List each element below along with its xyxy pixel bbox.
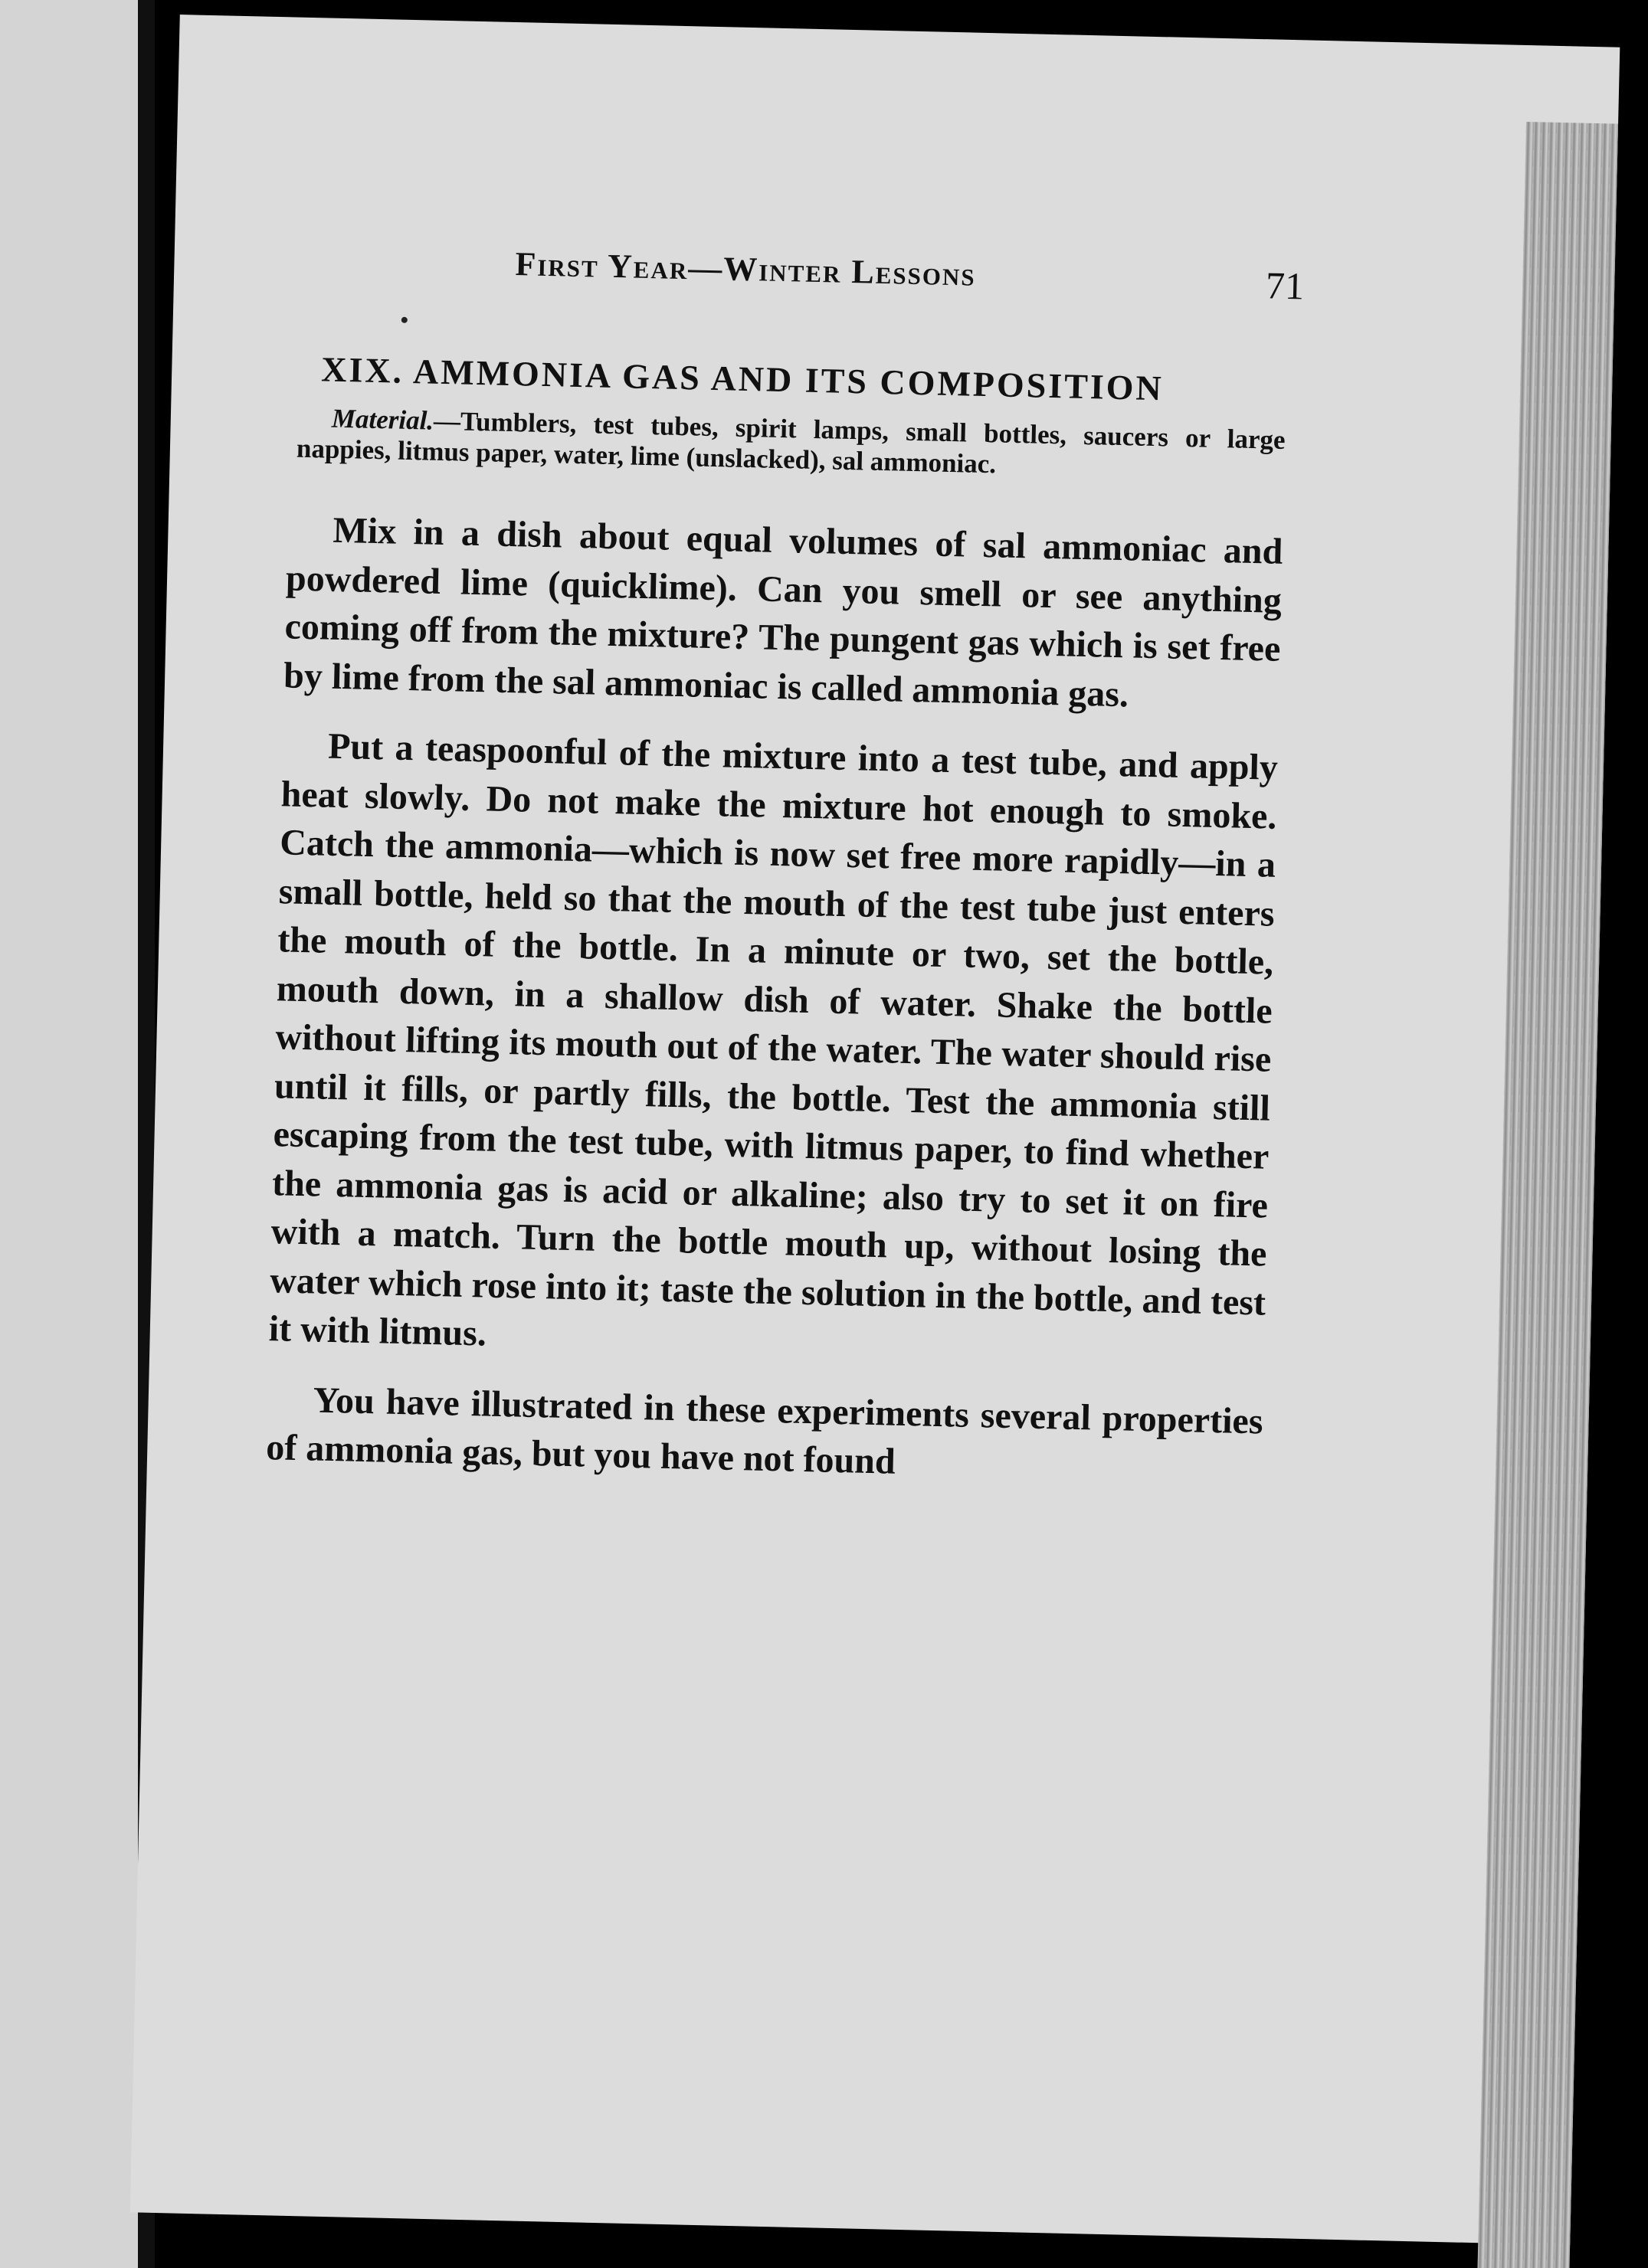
left-page-edge (0, 0, 138, 2268)
page-edges (1477, 122, 1618, 2268)
paragraph: You have illustrated in these experiments several properties of ammonia gas, but you have not found (265, 1379, 1264, 1482)
materials-list: —Tumblers, test tubes, spirit lamps, small bottles, saucers or large nappies, litmus paper, water, lime (unslacked), sal ammoniac. (296, 405, 1286, 479)
section-title: XIX. AMMONIA GAS AND ITS COMPOSITION (320, 349, 1165, 408)
paragraph: Put a teaspoonful of the mixture into a test tube, and apply heat slowly. Do not make the mixture hot enough to smoke. Catch the ammonia—which is now set free more rapidly—in a small bottle, held so that the mouth of the test tube just enters the mouth of the bottle. In a minute or two, set the bottle, mouth down, in a shallow dish of water. Shake the bottle without lifting its mouth out of the water. The water should rise until it fills, or partly fills, the bottle. Test the ammonia still escaping from the test tube, with litmus paper, to find whether the ammonia gas is acid or alkaline; also try to set it on fire with a match. Turn the bottle mouth up, without losing the water which rose into it; taste the solution in the bottle, and test it with litmus. (268, 725, 1279, 1354)
materials-note (297, 403, 1286, 486)
book-page (130, 15, 1620, 2245)
running-head (292, 239, 1305, 330)
running-head-title: First Year—Winter Lessons (514, 245, 977, 293)
page-content (265, 239, 1305, 1516)
paragraph: Mix in a dish about equal volumes of sal ammoniac and powdered lime (quicklime). Can you smell or see anything coming off from the mixture? The pungent gas which is set free by lime from the sal ammoniac is called ammonia gas. (283, 509, 1283, 715)
materials-label: Material. (331, 403, 434, 436)
page-number: 71 (1265, 263, 1305, 308)
